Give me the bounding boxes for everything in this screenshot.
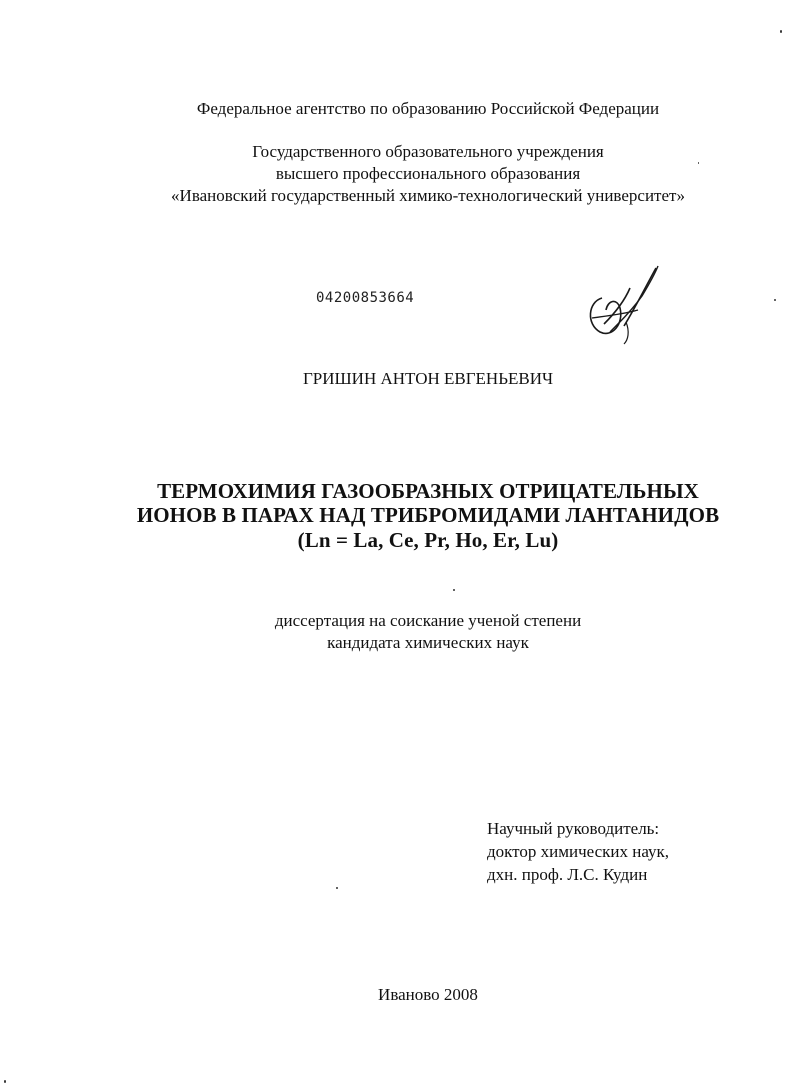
scan-speck (4, 1080, 6, 1083)
supervisor-label: Научный руководитель: (487, 819, 660, 838)
scan-speck (774, 299, 776, 301)
agency-line: Федеральное агентство по образованию Российской Федерации (196, 99, 660, 118)
thesis-title-line-2: ИОНОВ В ПАРАХ НАД ТРИБРОМИДАМИ ЛАНТАНИДОВ (136, 503, 720, 527)
author-name: ГРИШИН АНТОН ЕВГЕНЬЕВИЧ (302, 369, 554, 388)
handwritten-signature (580, 262, 670, 346)
scan-speck (336, 887, 338, 889)
scan-speck (453, 589, 455, 591)
degree-line-2: кандидата химических наук (327, 633, 529, 652)
place-year: Иваново 2008 (378, 985, 478, 1004)
degree-line-1: диссертация на соискание ученой степени (274, 611, 582, 630)
thesis-title-line-1: ТЕРМОХИМИЯ ГАЗООБРАЗНЫХ ОТРИЦАТЕЛЬНЫХ (157, 479, 699, 503)
scan-speck (698, 162, 699, 164)
scan-speck (780, 30, 782, 33)
institution-line-1: Государственного образовательного учреждения (252, 142, 604, 161)
thesis-title-line-3: (Ln = La, Ce, Pr, Ho, Er, Lu) (297, 528, 559, 552)
supervisor-block (487, 817, 669, 886)
institution-line-3: «Ивановский государственный химико-технологический университет» (171, 186, 685, 205)
institution-line-2: высшего профессионального образования (275, 164, 581, 183)
supervisor-name: дхн. проф. Л.С. Кудин (487, 865, 648, 884)
supervisor-degree: доктор химических наук, (487, 842, 670, 861)
inventory-number: 04200853664 (316, 290, 415, 306)
